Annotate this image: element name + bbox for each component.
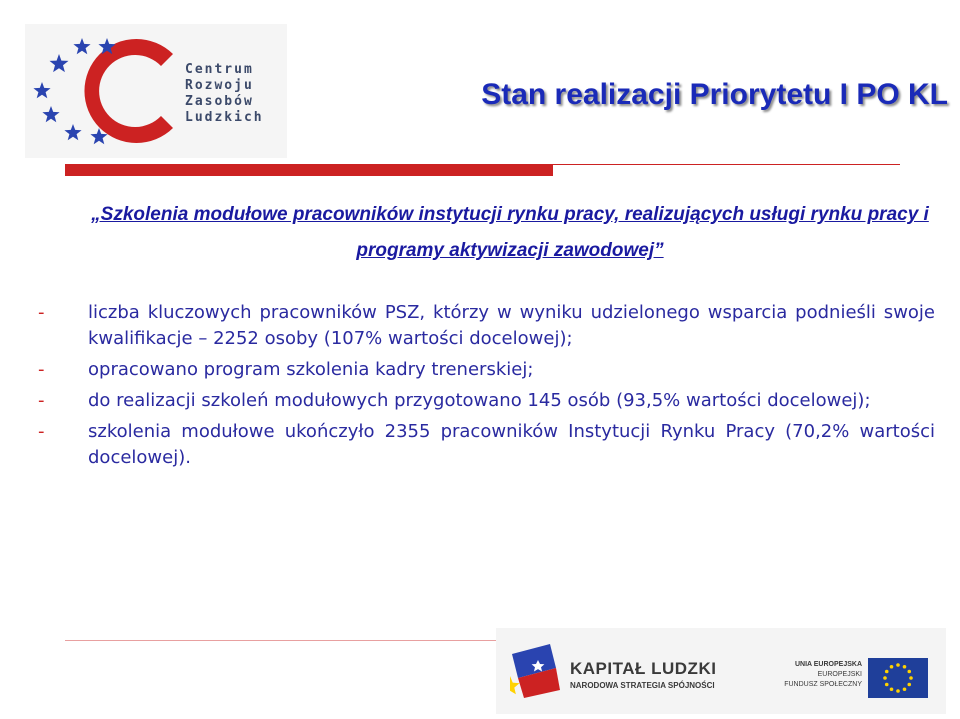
header-accent-bar — [65, 164, 553, 176]
eu-star-icon — [909, 676, 913, 680]
eu-star-icon — [890, 687, 894, 691]
kl-subtitle: NARODOWA STRATEGIA SPÓJNOŚCI — [570, 681, 715, 690]
crzl-logo — [25, 24, 287, 158]
eu-star-icon — [885, 683, 889, 687]
bullet-text: szkolenia modułowe ukończyło 2355 pracowników Instytucji Rynku Pracy (70,2% wartości docelowej). — [88, 421, 935, 468]
kapital-ludzki-logo — [570, 659, 716, 690]
eu-line-2: EUROPEJSKI — [817, 671, 862, 678]
kapital-ludzki-emblem-icon — [508, 642, 566, 702]
eu-line-1: UNIA EUROPEJSKA — [794, 661, 862, 668]
eu-flag-icon — [868, 658, 928, 698]
eu-star-icon — [885, 670, 889, 674]
kl-title: KAPITAŁ LUDZKI — [570, 659, 717, 678]
bullet-text: opracowano program szkolenia kadry trenerskiej; — [88, 359, 534, 380]
logo-line-2: Rozwoju — [185, 78, 254, 93]
bullet-list — [38, 300, 935, 476]
footer-logos — [496, 628, 946, 714]
eu-line-3: FUNDUSZ SPOŁECZNY — [784, 681, 862, 688]
eu-star-icon — [883, 676, 887, 680]
eu-star-icon — [896, 663, 900, 667]
eu-star-icon — [896, 689, 900, 693]
crzl-logo-text — [185, 62, 264, 126]
logo-line-4: Ludzkich — [185, 110, 264, 125]
eu-star-icon — [903, 665, 907, 669]
eu-star-icon — [903, 687, 907, 691]
bullet-dash: - — [38, 421, 45, 442]
eu-logo-text — [782, 660, 862, 690]
eu-star-icon — [890, 665, 894, 669]
list-item — [38, 388, 935, 414]
eu-star-icon — [907, 683, 911, 687]
logo-line-1: Centrum — [185, 62, 254, 77]
bullet-dash: - — [38, 302, 45, 323]
logo-line-3: Zasobów — [185, 94, 254, 109]
page-title: Stan realizacji Priorytetu I PO KL — [481, 78, 948, 111]
list-item — [38, 357, 935, 383]
bullet-text: do realizacji szkoleń modułowych przygotowano 145 osób (93,5% wartości docelowej); — [88, 390, 871, 411]
list-item — [38, 419, 935, 471]
bullet-text: liczba kluczowych pracowników PSZ, którzy w wyniku udzielonego wsparcia podnieśli swoje kwalifikacje – 2252 osoby (107% wartości docelowej); — [88, 302, 935, 349]
eu-star-icon — [907, 670, 911, 674]
bullet-dash: - — [38, 359, 45, 380]
bullet-dash: - — [38, 390, 45, 411]
section-subtitle: „Szkolenia modułowe pracowników instytucji rynku pracy, realizujących usługi rynku pracy i programy aktywizacji zawodowej” — [91, 204, 929, 261]
list-item — [38, 300, 935, 352]
